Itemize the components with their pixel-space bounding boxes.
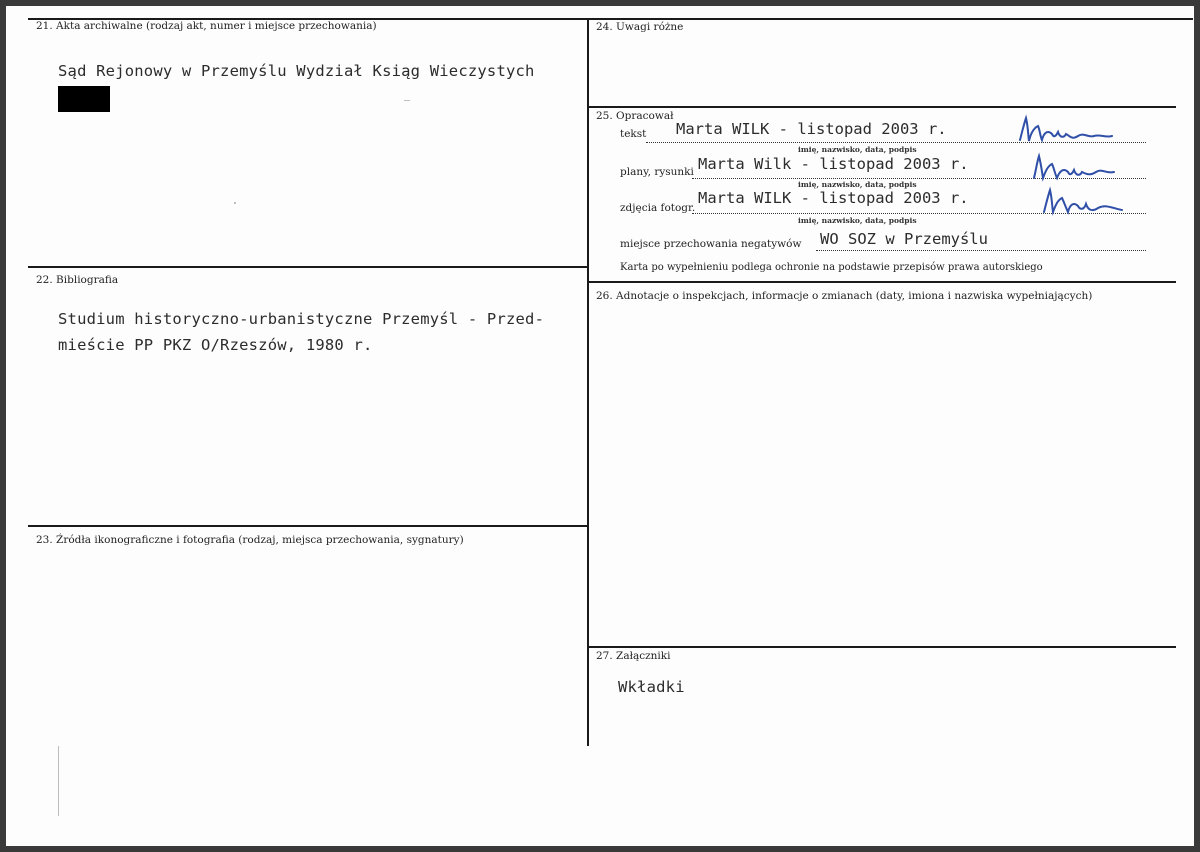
signature-icon bbox=[1016, 114, 1116, 146]
section-26-label: 26. Adnotacje o inspekcjach, informacje o zmianach (daty, imiona i nazwiska wypełniających) bbox=[596, 290, 1093, 302]
section-21-text: Sąd Rejonowy w Przemyślu Wydział Ksiąg Wieczystych bbox=[58, 62, 535, 80]
scan-mark bbox=[234, 202, 236, 204]
rule-right-26 bbox=[589, 281, 1176, 283]
section-25-label: 25. Opracował bbox=[596, 110, 674, 122]
row-plany-caption: imię, nazwisko, data, podpis bbox=[798, 180, 917, 189]
row-tekst-label: tekst bbox=[620, 128, 647, 140]
scan-mark bbox=[58, 746, 59, 816]
rule-right-27 bbox=[589, 646, 1176, 648]
section-21-label: 21. Akta archiwalne (rodzaj akt, numer i miejsce przechowania) bbox=[36, 20, 377, 32]
row-tekst-caption: imię, nazwisko, data, podpis bbox=[798, 145, 917, 154]
signature-icon bbox=[1040, 186, 1126, 216]
row-tekst-value: Marta WILK - listopad 2003 r. bbox=[676, 120, 947, 138]
rule-left-23 bbox=[28, 525, 588, 527]
form-page bbox=[6, 6, 1194, 846]
row-zdjecia-caption: imię, nazwisko, data, podpis bbox=[798, 216, 917, 225]
redaction-block bbox=[58, 86, 110, 112]
rule-right-25 bbox=[589, 106, 1176, 108]
copyright-note: Karta po wypełnieniu podlega ochronie na podstawie przepisów prawa autorskiego bbox=[620, 262, 1043, 273]
section-22-line1: Studium historyczno-urbanistyczne Przemyśl - Przed- bbox=[58, 310, 545, 328]
section-22-label: 22. Bibliografia bbox=[36, 274, 119, 286]
section-23-label: 23. Źródła ikonograficzne i fotografia (rodzaj, miejsca przechowania, sygnatury) bbox=[36, 534, 464, 546]
row-zdjecia-value: Marta WILK - listopad 2003 r. bbox=[698, 189, 969, 207]
row-plany-value: Marta Wilk - listopad 2003 r. bbox=[698, 155, 969, 173]
negatives-value: WO SOZ w Przemyślu bbox=[820, 230, 988, 248]
row-zdjecia-label: zdjęcia fotogr. bbox=[620, 202, 696, 214]
negatives-label: miejsce przechowania negatywów bbox=[620, 238, 802, 250]
signature-icon bbox=[1030, 150, 1116, 182]
negatives-line bbox=[816, 250, 1146, 251]
section-27-label: 27. Załączniki bbox=[596, 650, 671, 662]
center-divider bbox=[587, 18, 589, 746]
row-plany-label: plany, rysunki bbox=[620, 166, 694, 178]
rule-left-22 bbox=[28, 266, 588, 268]
section-24-label: 24. Uwagi różne bbox=[596, 21, 684, 33]
section-27-text: Wkładki bbox=[618, 678, 685, 696]
scan-mark bbox=[404, 100, 410, 101]
section-22-line2: mieście PP PKZ O/Rzeszów, 1980 r. bbox=[58, 336, 373, 354]
